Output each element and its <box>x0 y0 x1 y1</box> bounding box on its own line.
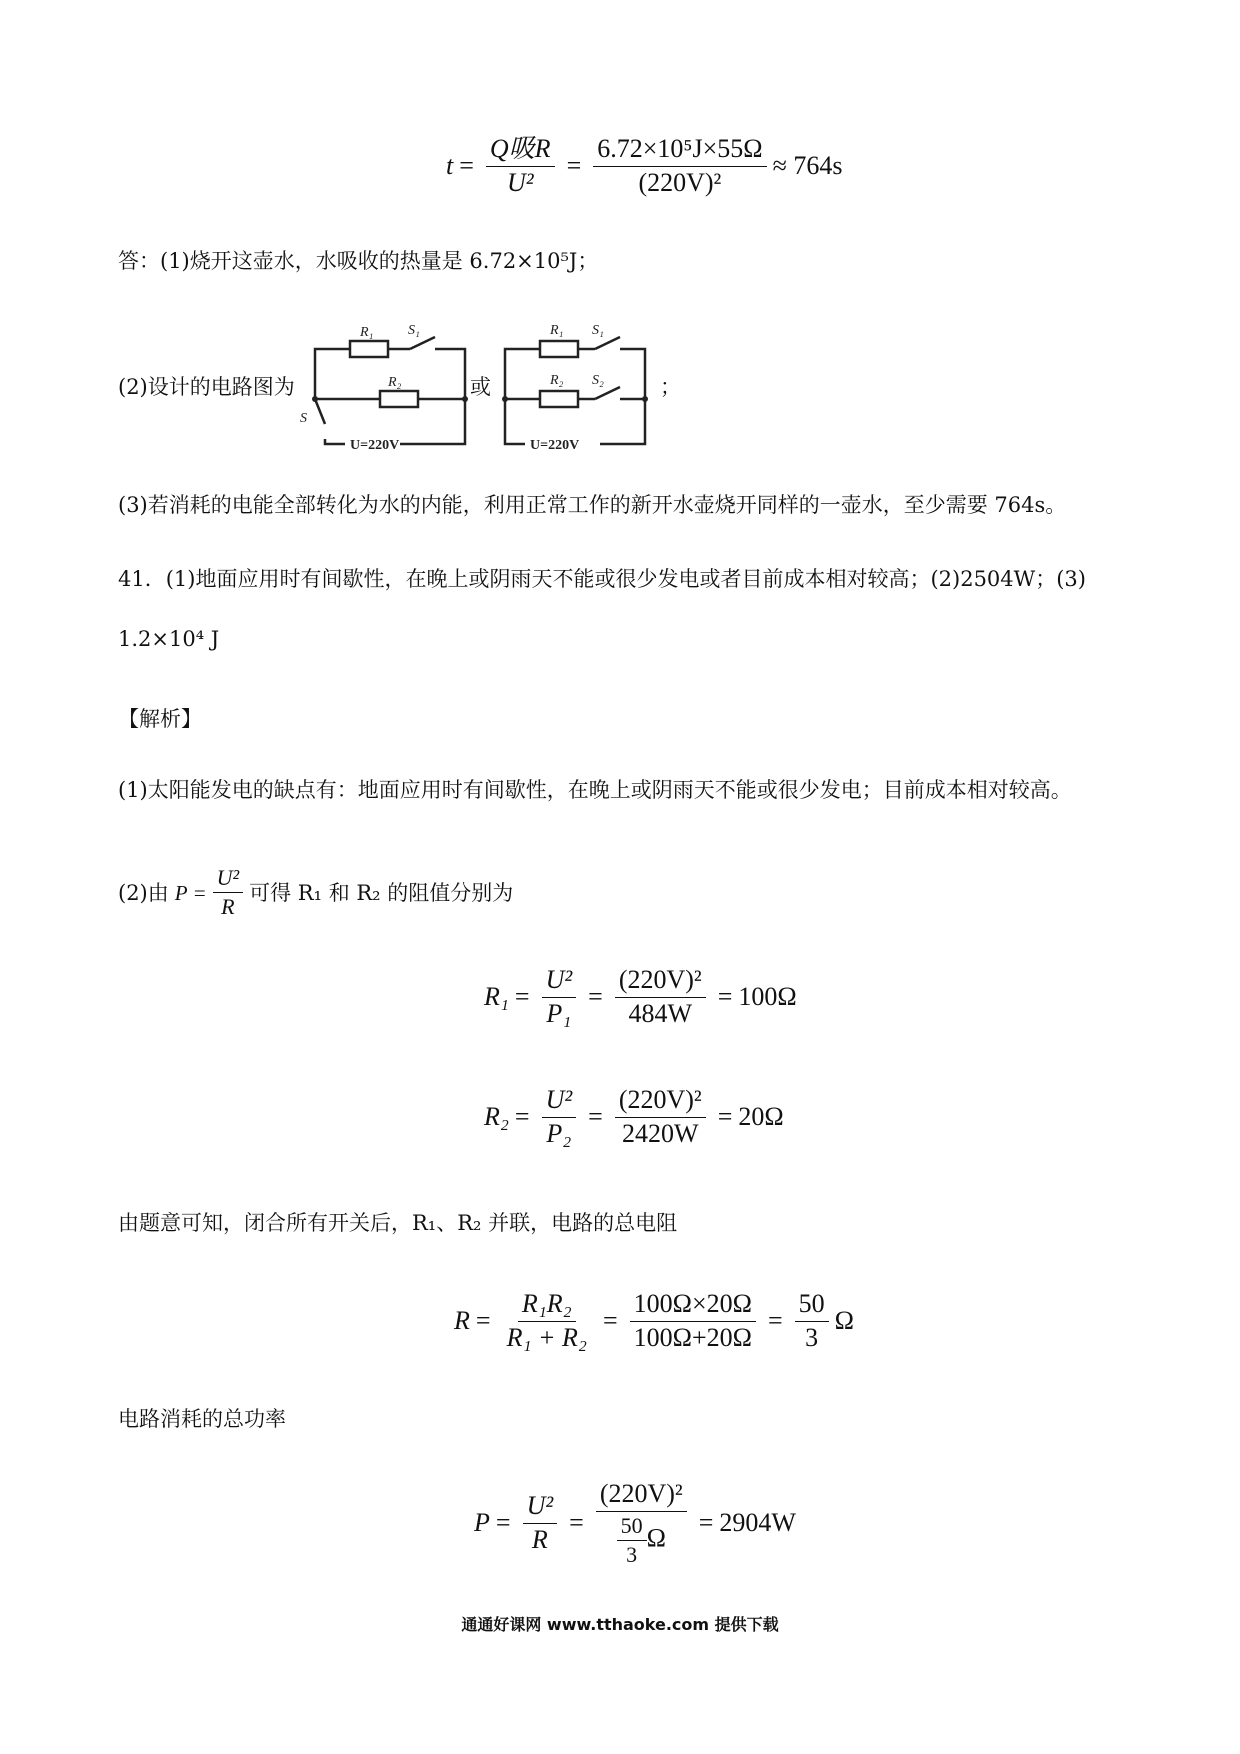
label-s-left: S <box>300 411 307 426</box>
page-footer: 通通好课网 www.tthaoke.com 提供下载 <box>461 1615 779 1634</box>
fraction: $\frac{\text{U²}}{\text{P₂}}$ <box>542 1086 577 1148</box>
answer-1: 答：(1)烧开这壶水，水吸收的热量是 6.72×10⁵J； <box>118 249 599 273</box>
equation-r1: R₁ = $\frac{\text{U²}}{\text{P₁}}$ = $\frac{\text{(220V)²}}{484W}$ = 100Ω <box>484 965 797 1028</box>
fraction: $\frac{\text{(220V)²}}{484W}$ <box>615 966 706 1028</box>
eq-lhs: t <box>446 151 454 181</box>
fraction: $\frac{\text{(220V)²}}{2420W}$ <box>615 1086 706 1148</box>
answer-2-prefix: (2)设计的电路图为 <box>118 375 295 399</box>
paragraph-2: (2)由 P = $\frac{\text{U²}}{R}$ 可得 R₁ 和 R₂ 的阻值分别为 <box>118 865 514 920</box>
label-r1-right: R₁ <box>550 323 564 338</box>
answer-2-trailing: ； <box>660 375 681 399</box>
circuit-diagrams <box>300 304 700 454</box>
label-r1-left: R₁ <box>360 325 374 340</box>
paragraph-3: 由题意可知，闭合所有开关后，R₁、R₂ 并联，电路的总电阻 <box>118 1211 678 1235</box>
fraction: $\frac{\text{6.72×10⁵J×55Ω}}{\text{(220V)²}}$ <box>593 135 766 197</box>
fraction: $\frac{\text{U²}}{R}$ <box>213 866 243 919</box>
label-s1-left: S₁ <box>408 323 420 338</box>
fraction: $\frac{50}{3}$ <box>795 1290 829 1352</box>
q41-line-1: 41．(1)地面应用时有间歇性，在晚上或阴雨天不能或很少发电或者目前成本相对较高；(2)2504W；(3) <box>118 567 1086 591</box>
nested-fraction: $\frac{50}{3}$ <box>617 1514 647 1567</box>
answer-3: (3)若消耗的电能全部转化为水的内能，利用正常工作的新开水壶烧开同样的一壶水，至少需要 764s。 <box>118 493 1067 517</box>
label-s2-right: S₂ <box>592 373 604 388</box>
eq-result: ≈ 764s <box>772 151 843 181</box>
fraction: $\frac{\text{R₁R₂}}{\text{R₁ + R₂}}$ <box>506 1289 587 1352</box>
label-u-right: U=220V <box>530 438 580 453</box>
answer-2-or: 或 <box>470 375 491 399</box>
equation-total-power: P = $\frac{\text{U²}}{R}$ = (220V)² $\frac{50}{3}$ Ω = 2904W <box>474 1479 796 1567</box>
paragraph-1: (1)太阳能发电的缺点有：地面应用时有间歇性，在晚上或阴雨天不能或很少发电；目前成本相对较高。 <box>118 778 1072 802</box>
equation-time: t = $\frac{\text{Q吸R}}{\text{U²}}$ = $\frac{\text{6.72×10⁵J×55Ω}}{\text{(220V)²}}$ ≈ 764s <box>446 134 843 197</box>
circuit-right <box>505 337 645 444</box>
equation-r2: R₂ = $\frac{\text{U²}}{\text{P₂}}$ = $\frac{\text{(220V)²}}{2420W}$ = 20Ω <box>484 1085 784 1148</box>
fraction: $\frac{100\Omega\times 20\Omega}{100\Omega+20\Omega}$ <box>630 1290 756 1352</box>
equation-total-resistance: R = $\frac{\text{R₁R₂}}{\text{R₁ + R₂}}$ = $\frac{100\Omega\times 20\Omega}{100\Omega+20\Omega}$ = $\frac{50}{3}$ Ω <box>454 1289 854 1352</box>
fraction: $\frac{\text{U²}}{R}$ <box>523 1492 558 1554</box>
circuit-left <box>315 337 465 444</box>
label-s1-right: S₁ <box>592 323 604 338</box>
label-r2-right: R₂ <box>550 373 564 388</box>
analysis-title: 【解析】 <box>118 707 202 731</box>
paragraph-4: 电路消耗的总功率 <box>118 1407 286 1431</box>
label-u-left: U=220V <box>350 438 400 453</box>
q41-line-2: 1.2×10⁴ J <box>118 627 220 651</box>
fraction: $\frac{\text{U²}}{\text{P₁}}$ <box>542 966 577 1028</box>
label-r2-left: R₂ <box>388 375 402 390</box>
fraction: $\frac{\text{Q吸R}}{\text{U²}}$ <box>486 135 555 197</box>
fraction: (220V)² $\frac{50}{3}$ Ω <box>596 1480 687 1567</box>
